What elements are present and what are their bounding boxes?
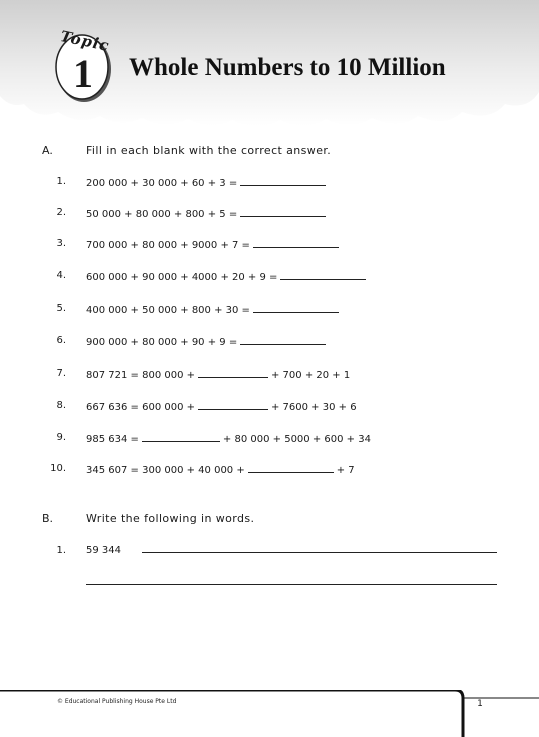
answer-line[interactable] xyxy=(86,584,497,585)
question-number: 7. xyxy=(56,368,66,379)
answer-blank[interactable] xyxy=(240,207,326,217)
question-number: 4. xyxy=(56,270,66,281)
question-row xyxy=(86,303,342,316)
question-row xyxy=(86,463,355,476)
question-number: 9. xyxy=(56,432,66,443)
answer-blank[interactable] xyxy=(253,303,339,313)
question-row xyxy=(86,335,329,348)
question-text: 345 607 = 300 000 + 40 000 + xyxy=(86,465,245,476)
page-title: Whole Numbers to 10 Million xyxy=(129,54,446,81)
answer-blank[interactable] xyxy=(280,270,366,280)
question-text-after: + 7600 + 30 + 6 xyxy=(271,402,357,413)
answer-blank[interactable] xyxy=(142,432,220,442)
section-a-instruction: Fill in each blank with the correct answer. xyxy=(86,144,332,157)
question-text: 900 000 + 80 000 + 90 + 9 = xyxy=(86,337,238,348)
answer-line[interactable] xyxy=(142,552,497,553)
question-number: 5. xyxy=(56,303,66,314)
question-text: 700 000 + 80 000 + 9000 + 7 = xyxy=(86,240,250,251)
question-number: 10. xyxy=(50,463,66,474)
question-number: 6. xyxy=(56,335,66,346)
question-row xyxy=(86,270,369,283)
section-b-letter: B. xyxy=(42,512,54,525)
section-b-instruction: Write the following in words. xyxy=(86,512,255,525)
question-row xyxy=(86,368,350,381)
answer-blank[interactable] xyxy=(198,368,268,378)
question-text: 667 636 = 600 000 + xyxy=(86,402,195,413)
question-text: 50 000 + 80 000 + 800 + 5 = xyxy=(86,209,238,220)
copyright-text: © Educational Publishing House Pte Ltd xyxy=(57,698,177,705)
answer-blank[interactable] xyxy=(240,335,326,345)
question-text: 985 634 = xyxy=(86,434,139,445)
answer-blank[interactable] xyxy=(253,238,339,248)
question-text-after: + 700 + 20 + 1 xyxy=(271,370,351,381)
question-text: 200 000 + 30 000 + 60 + 3 = xyxy=(86,178,238,189)
question-number: 8. xyxy=(56,400,66,411)
question-number: 1. xyxy=(56,176,66,187)
question-row xyxy=(86,207,329,220)
question-text: 400 000 + 50 000 + 800 + 30 = xyxy=(86,305,250,316)
section-b-question-number: 1. xyxy=(56,545,66,556)
section-b-question-text: 59 344 xyxy=(86,545,121,556)
page-number: 1 xyxy=(477,699,483,709)
section-a-letter: A. xyxy=(42,144,53,157)
question-row xyxy=(86,432,371,445)
topic-label: Topic xyxy=(58,27,112,55)
question-number: 3. xyxy=(56,238,66,249)
question-text-after: + 7 xyxy=(336,465,355,476)
question-text: 807 721 = 800 000 + xyxy=(86,370,195,381)
question-number: 2. xyxy=(56,207,66,218)
answer-blank[interactable] xyxy=(240,176,326,186)
answer-blank[interactable] xyxy=(248,463,334,473)
question-row xyxy=(86,238,342,251)
question-text: 600 000 + 90 000 + 4000 + 20 + 9 = xyxy=(86,272,278,283)
question-row xyxy=(86,176,329,189)
topic-number: 1 xyxy=(73,51,93,96)
question-row xyxy=(86,400,357,413)
question-text-after: + 80 000 + 5000 + 600 + 34 xyxy=(222,434,371,445)
answer-blank[interactable] xyxy=(198,400,268,410)
